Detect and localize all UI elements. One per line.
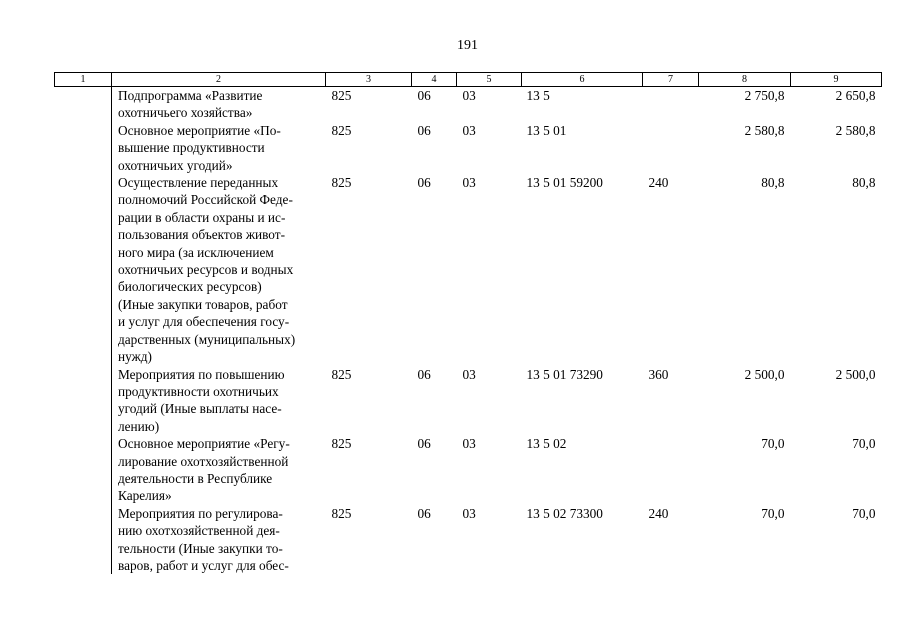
row-number-cell <box>55 366 112 436</box>
ministry-code: 825 <box>331 175 352 191</box>
subsection-code: 03 <box>462 436 476 452</box>
subsection-code: 03 <box>462 88 476 103</box>
row-name: Основное мероприятие «По- вышение продуктивности охотничьих угодий» <box>118 122 281 173</box>
row-number-cell <box>55 122 112 174</box>
amount-col-9: 80,8 <box>852 175 876 191</box>
ministry-code: 825 <box>331 505 352 521</box>
row-number-cell <box>55 87 112 122</box>
row-name: Основное мероприятие «Регу- лирование охотхозяйственной деятельности в Республике Карелия» <box>118 436 290 504</box>
column-header: 1 <box>55 73 112 87</box>
expense-type-code: 240 <box>648 175 669 191</box>
amount-col-9: 70,0 <box>852 505 876 521</box>
target-article-code: 13 5 <box>526 88 550 103</box>
amount-col-8: 2 750,8 <box>744 88 785 103</box>
expense-type-code <box>643 122 699 174</box>
column-header: 4 <box>412 73 457 87</box>
row-number-cell <box>55 505 112 575</box>
column-number-row <box>55 73 882 87</box>
target-article-code: 13 5 01 73290 <box>526 366 603 382</box>
table-row <box>55 366 882 436</box>
amount-col-8: 2 500,0 <box>744 366 785 382</box>
column-header: 8 <box>699 73 791 87</box>
amount-col-9: 2 650,8 <box>835 88 876 103</box>
subsection-code: 03 <box>462 122 476 138</box>
section-code: 06 <box>417 88 431 103</box>
column-header: 6 <box>522 73 643 87</box>
amount-col-8: 2 580,8 <box>744 122 785 138</box>
column-header: 2 <box>112 73 326 87</box>
row-number-cell <box>55 435 112 505</box>
amount-col-9: 2 580,8 <box>835 122 876 138</box>
row-name: Мероприятия по повышению продуктивности охотничьих угодий (Иные выплаты насе- лению) <box>118 366 285 434</box>
amount-col-9: 70,0 <box>852 436 876 452</box>
row-name: Осуществление переданных полномочий Российской Феде- рации в области охраны и ис- пользования объектов живот- ного мира (за исключением охотничьих ресурсов и водных биологических ресурсов) (Иные закупки товаров, работ и услуг для обеспечения госу- дарственных (муниципальных) нужд) <box>118 175 296 365</box>
subsection-code: 03 <box>462 505 476 521</box>
expense-type-code <box>643 87 699 122</box>
target-article-code: 13 5 02 <box>526 436 567 452</box>
expense-type-code <box>643 435 699 505</box>
section-code: 06 <box>417 122 431 138</box>
table-row <box>55 505 882 575</box>
row-number-cell <box>55 174 112 365</box>
ministry-code: 825 <box>331 436 352 452</box>
amount-col-9: 2 500,0 <box>835 366 876 382</box>
subsection-code: 03 <box>462 366 476 382</box>
column-header: 5 <box>457 73 522 87</box>
ministry-code: 825 <box>331 88 352 103</box>
column-header: 7 <box>643 73 699 87</box>
section-code: 06 <box>417 505 431 521</box>
expense-type-code: 240 <box>648 505 669 521</box>
amount-col-8: 70,0 <box>761 436 785 452</box>
table-row <box>55 87 882 122</box>
amount-col-8: 80,8 <box>761 175 785 191</box>
expense-type-code: 360 <box>648 366 669 382</box>
section-code: 06 <box>417 366 431 382</box>
column-header: 3 <box>326 73 412 87</box>
amount-col-8: 70,0 <box>761 505 785 521</box>
row-name: Подпрограмма «Развитие охотничьего хозяйства» <box>118 88 263 121</box>
section-code: 06 <box>417 175 431 191</box>
target-article-code: 13 5 02 73300 <box>526 505 603 521</box>
target-article-code: 13 5 01 <box>526 122 567 138</box>
column-header: 9 <box>791 73 882 87</box>
ministry-code: 825 <box>331 366 352 382</box>
page-number: 191 <box>457 38 478 53</box>
row-name: Мероприятия по регулирова- нию охотхозяйственной дея- тельности (Иные закупки то- варов, работ и услуг для обес- <box>118 505 289 573</box>
section-code: 06 <box>417 436 431 452</box>
target-article-code: 13 5 01 59200 <box>526 175 603 191</box>
table-row <box>55 122 882 174</box>
table-row <box>55 435 882 505</box>
budget-table <box>54 72 882 574</box>
ministry-code: 825 <box>331 122 352 138</box>
subsection-code: 03 <box>462 175 476 191</box>
table-row <box>55 174 882 365</box>
